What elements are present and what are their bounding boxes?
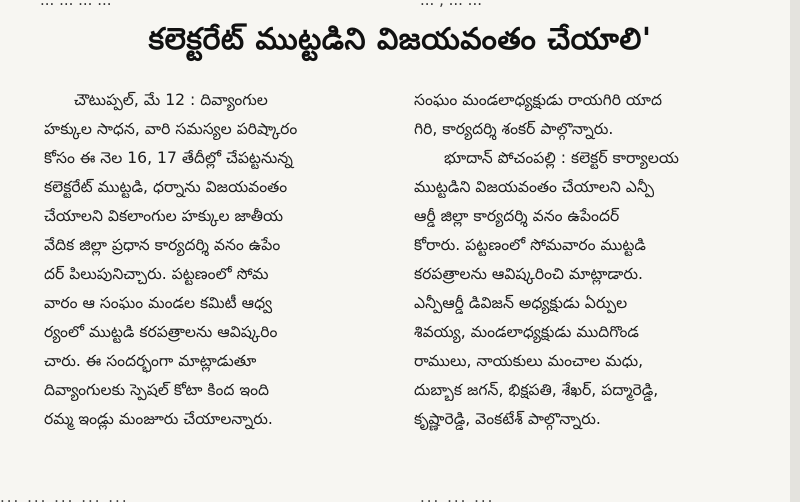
text-line: రాములు, నాయకులు మంచాల మధు, — [414, 352, 644, 370]
bottom-fragment-right: ... ... ... — [420, 488, 495, 502]
article-headline: కలెక్టరేట్ ముట్టడిని విజయవంతం చేయాలి' — [148, 22, 652, 57]
text-line: కోరారు. పట్టణంలో సోమవారం ముట్టడి — [414, 236, 646, 254]
text-line: హక్కుల సాధన, వారి సమస్యల పరిష్కారం — [44, 120, 298, 138]
text-line: గిరి, కార్యదర్శి శంకర్ పాల్గొన్నారు. — [414, 120, 614, 138]
article-right-column — [414, 86, 766, 434]
bottom-fragment-left: ... ... ... ... ... — [0, 488, 129, 502]
text-line: చారు. ఈ సందర్భంగా మాట్లాడుతూ — [44, 352, 257, 370]
text-line: దర్ పిలుపునిచ్చారు. పట్టణంలో సోమ — [44, 265, 269, 283]
text-line: కరపత్రాలను ఆవిష్కరించి మాట్లాడారు. — [414, 265, 643, 283]
top-fragment-right: ... , ... ... — [420, 0, 482, 9]
text-line: శివయ్య, మండలాధ్యక్షుడు ముదిగొండ — [414, 323, 639, 341]
text-line: ముట్టడిని విజయవంతం చేయాలని ఎన్పీ — [414, 178, 655, 196]
text-line: భూదాన్ పోచంపల్లి : కలెక్టర్ కార్యాలయ — [444, 149, 679, 167]
text-line: వారం ఆ సంఘం మండల కమిటీ ఆధ్వ — [44, 294, 273, 312]
text-line: కృష్ణారెడ్డి, వెంకటేశ్ పాల్గొన్నారు. — [414, 410, 601, 428]
text-line: ర్యంలో ముట్టడి కరపత్రాలను ఆవిష్కరిం — [44, 323, 278, 341]
text-line: కలెక్టరేట్ ముట్టడి, ధర్నాను విజయవంతం — [44, 178, 288, 196]
bottom-cut-text — [0, 482, 800, 502]
text-line: చేయాలని వికలాంగుల హక్కుల జాతీయ — [44, 207, 284, 225]
text-line: ఆర్డీ జిల్లా కార్యదర్శి వనం ఉపేందర్ — [414, 207, 620, 225]
text-line: రమ్మ ఇండ్లు మంజూరు చేయాలన్నారు. — [44, 410, 273, 428]
text-line: దుబ్బాక జగన్, భిక్షపతి, శేఖర్, పద్మారెడ్డి, — [414, 381, 659, 399]
text-line: వేదిక జిల్లా ప్రధాన కార్యదర్శి వనం ఉపేం — [44, 236, 281, 254]
text-line: సంఘం మండలాధ్యక్షుడు రాయగిరి యాద — [414, 91, 662, 109]
text-line: కోసం ఈ నెల 16, 17 తేదీల్లో చేపట్టనున్న — [44, 149, 293, 167]
top-cut-text — [0, 0, 800, 14]
text-line: దివ్యాంగులకు స్పెషల్ కోటా కింద ఇంది — [44, 381, 270, 399]
top-fragment-left: ... ... ... ... — [40, 0, 112, 9]
text-line: ఎన్పీఆర్డీ డివిజన్ అధ్యక్షుడు ఏర్పుల — [414, 294, 628, 312]
page-edge — [790, 0, 800, 502]
text-line: చౌటుప్పల్, మే 12 : దివ్యాంగుల — [74, 91, 268, 109]
article-left-column — [44, 86, 396, 434]
